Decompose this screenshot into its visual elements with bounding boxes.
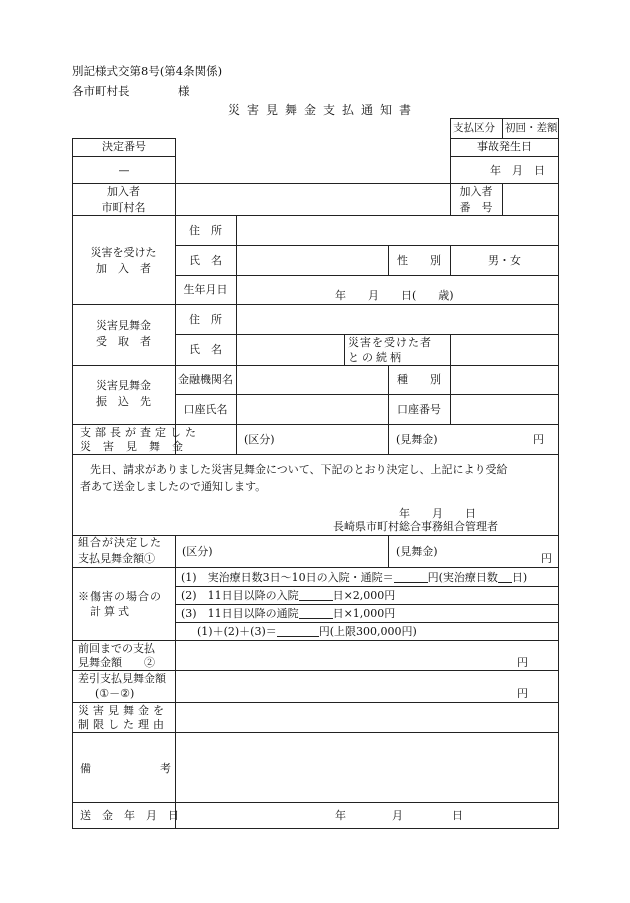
accident-date-value: 年 月 日 xyxy=(490,164,545,177)
remit-date-year: 年 xyxy=(335,809,346,822)
formula-line-1: (1) 実治療日数3日～10日の入院・通院＝ 円(実治療日数 日) xyxy=(181,571,528,584)
branch-assessment-yen: 円 xyxy=(533,433,544,446)
union-decision-label-2: 支払見舞金額① xyxy=(78,552,155,565)
difference-label-2: (①－②) xyxy=(95,687,135,700)
victim-birth-label: 生年月日 xyxy=(183,283,228,296)
formula-line-2: (2) 11日目以降の入院 日×2,000円 xyxy=(181,589,396,602)
addressee: 各市町村長 xyxy=(72,84,130,98)
payment-type-value: 初回・差額 xyxy=(505,122,558,134)
difference-yen: 円 xyxy=(517,687,528,700)
remarks-label-a: 備 xyxy=(80,762,91,775)
remarks-label-b: 考 xyxy=(160,762,171,775)
account-name-label: 口座氏名 xyxy=(183,403,228,416)
recipient-section-label-2: 受 取 者 xyxy=(96,335,151,348)
branch-assessment-label-2: 災害見舞金 xyxy=(80,440,195,453)
union-decision-yen: 円 xyxy=(541,552,552,565)
victim-gender-value: 男・女 xyxy=(488,254,521,267)
formula-line-3: (3) 11日目以降の通院 日×1,000円 xyxy=(181,607,396,620)
union-decision-category: (区分) xyxy=(182,545,213,558)
branch-assessment-amount-label: (見舞金) xyxy=(396,433,438,446)
remit-date-day: 日 xyxy=(452,809,463,822)
branch-assessment-label-1: 支部長が査定した xyxy=(80,426,200,439)
victim-name-label: 氏 名 xyxy=(189,254,222,267)
payment-type-label: 支払区分 xyxy=(453,122,495,134)
victim-gender-label: 性 別 xyxy=(397,254,441,267)
account-type-label: 種 別 xyxy=(397,373,441,386)
limit-reason-label-2: 制限した理由 xyxy=(78,718,168,731)
notice-issuer: 長崎県市町村総合事務組合管理者 xyxy=(333,520,498,533)
victim-section-label-1: 災害を受けた xyxy=(90,246,157,259)
transfer-section-label-2: 振 込 先 xyxy=(96,395,151,408)
notice-body-line-2: 者あて送金しましたので通知します。 xyxy=(80,480,267,493)
account-number-label: 口座番号 xyxy=(397,403,441,416)
decision-number-label: 決定番号 xyxy=(102,140,146,153)
transfer-section-label-1: 災害見舞金 xyxy=(96,379,151,392)
union-decision-label-1: 組合が決定した xyxy=(78,536,162,549)
bank-name-label: 金融機関名 xyxy=(178,373,233,386)
remit-date-label: 送金年月日 xyxy=(80,809,190,822)
member-number-label-1: 加入者 xyxy=(459,185,493,198)
recipient-address-label: 住 所 xyxy=(189,313,222,326)
document-title: 災害見舞金支払通知書 xyxy=(228,103,419,117)
injury-formula-label-2: 計算式 xyxy=(90,605,132,618)
formula-total: (1)＋(2)＋(3)＝ 円(上限300,000円) xyxy=(197,625,417,638)
limit-reason-label-1: 災害見舞金を xyxy=(78,704,168,717)
recipient-section-label-1: 災害見舞金 xyxy=(96,319,151,332)
decision-number-dash: — xyxy=(118,164,130,177)
member-municipality-label-1: 加入者 xyxy=(107,185,140,198)
victim-birth-value: 年 月 日( 歳) xyxy=(335,289,454,302)
notice-date: 年 月 日 xyxy=(399,507,476,520)
branch-assessment-category: (区分) xyxy=(244,433,275,446)
previous-paid-label-1: 前回までの支払 xyxy=(78,642,155,655)
previous-paid-label-2: 見舞金額 ② xyxy=(78,656,155,669)
injury-formula-label-1: ※傷害の場合の xyxy=(78,590,162,603)
victim-section-label-2: 加 入 者 xyxy=(96,262,151,275)
recipient-name-label: 氏 名 xyxy=(189,343,222,356)
difference-label-1: 差引支払見舞金額 xyxy=(78,672,166,685)
notice-body-line-1: 先日、請求がありました災害見舞金について、下記のとおり決定し、上記により受給 xyxy=(90,463,508,476)
accident-date-label: 事故発生日 xyxy=(477,140,532,153)
recipient-relation-label-1: 災害を受けた者 xyxy=(348,336,432,349)
member-municipality-label-2: 市町村名 xyxy=(101,201,146,214)
addressee-sama: 様 xyxy=(178,84,190,98)
previous-paid-yen: 円 xyxy=(517,656,528,669)
remit-date-month: 月 xyxy=(392,809,403,822)
victim-address-label: 住 所 xyxy=(189,224,222,237)
member-number-label-2: 番 号 xyxy=(459,201,493,214)
form-number: 別記様式交第8号(第4条関係) xyxy=(72,64,223,78)
recipient-relation-label-2: との続柄 xyxy=(348,351,404,364)
union-decision-amount-label: (見舞金) xyxy=(396,545,438,558)
